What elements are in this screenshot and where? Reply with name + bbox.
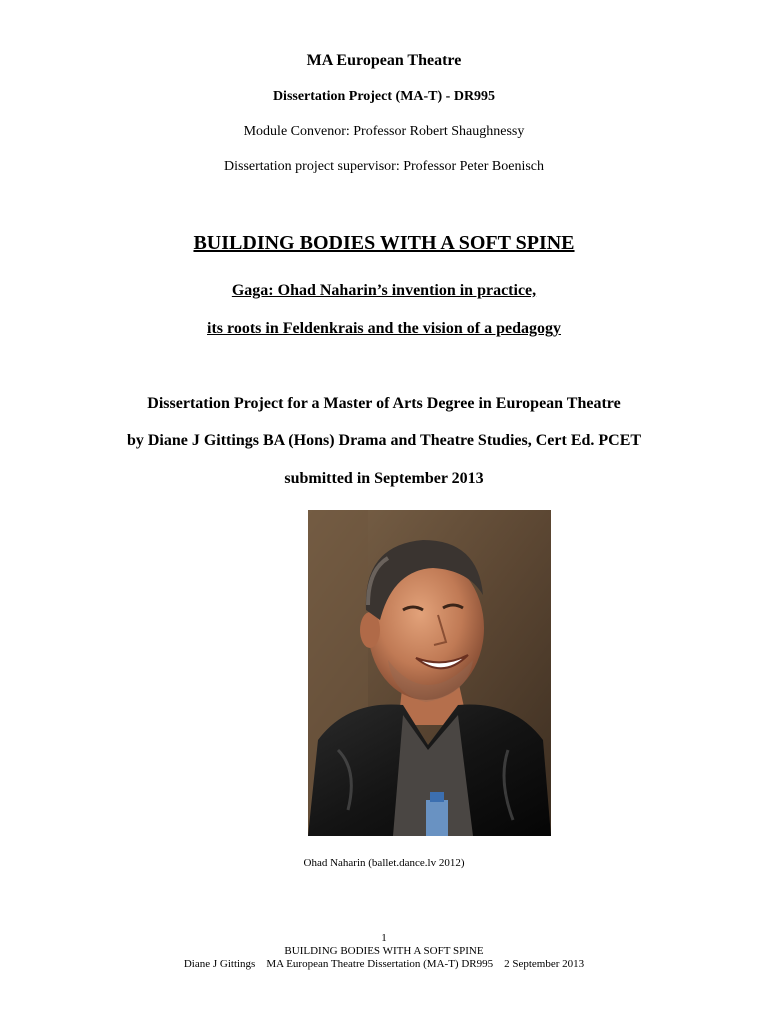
submission-date: submitted in September 2013: [284, 470, 484, 487]
module-convenor: Module Convenor: Professor Robert Shaughnessy: [243, 124, 525, 139]
dissertation-title: BUILDING BODIES WITH A SOFT SPINE: [193, 232, 575, 254]
portrait-photo: [308, 510, 551, 836]
author-line: by Diane J Gittings BA (Hons) Drama and Theatre Studies, Cert Ed. PCET: [126, 432, 642, 449]
programme-heading: MA European Theatre: [306, 52, 462, 69]
footer-running-title: BUILDING BODIES WITH A SOFT SPINE: [284, 945, 484, 957]
project-supervisor: Dissertation project supervisor: Professor Peter Boenisch: [224, 159, 544, 174]
page-number: 1: [381, 932, 387, 944]
subtitle-line-1: Gaga: Ohad Naharin’s invention in practice,: [231, 282, 537, 299]
degree-statement: Dissertation Project for a Master of Arts Degree in European Theatre: [147, 395, 621, 412]
photo-caption: Ohad Naharin (ballet.dance.lv 2012): [303, 857, 465, 869]
subtitle-line-2: its roots in Feldenkrais and the vision of a pedagogy: [207, 320, 561, 337]
project-code: Dissertation Project (MA-T) - DR995: [272, 89, 496, 104]
footer-info: Diane J Gittings MA European Theatre Dissertation (MA-T) DR995 2 September 2013: [183, 958, 585, 970]
